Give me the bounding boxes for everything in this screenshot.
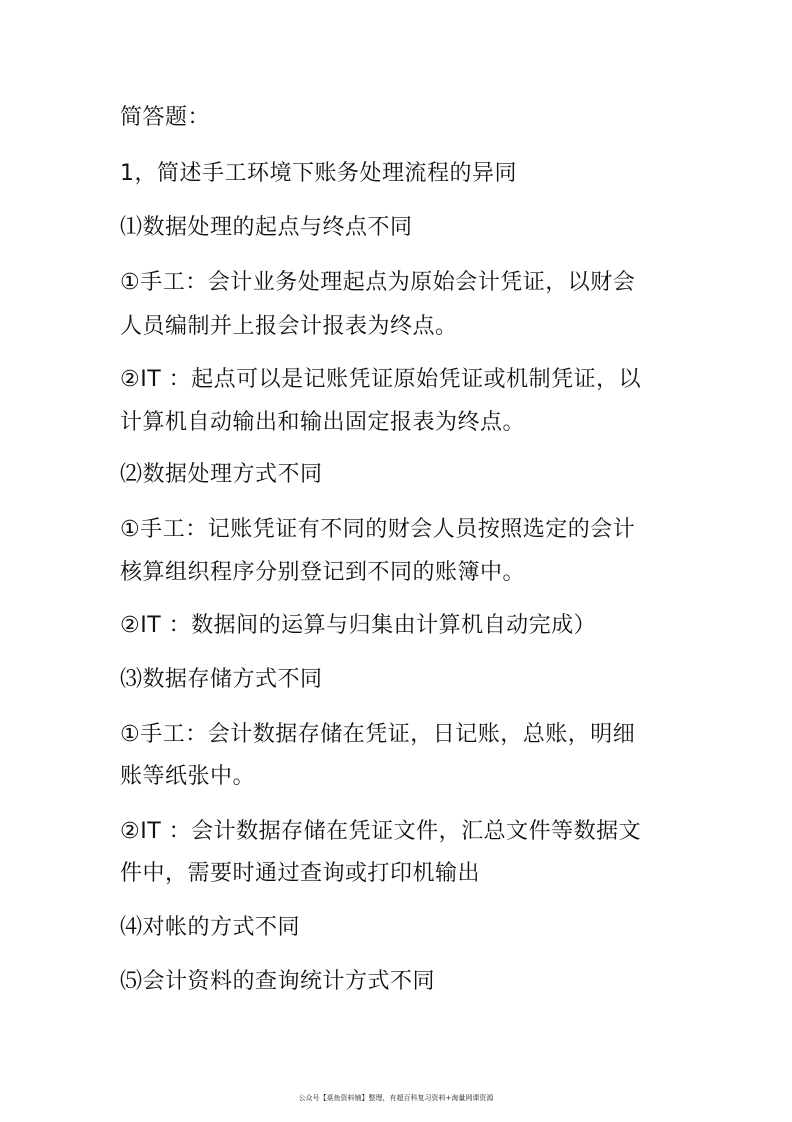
footer-note: 公众号【桌鱼资料铺】整理，有超百科复习资料+海量网课资源 <box>298 1094 494 1102</box>
section-1-manual-line-2: 人员编制并上报会计报表为终点。 <box>120 314 458 339</box>
section-1-title: ⑴数据处理的起点与终点不同 <box>120 215 413 240</box>
section-1-it-line-1: ②IT ：起点可以是记账凭证原始凭证或机制凭证，以 <box>120 367 642 392</box>
section-1-manual-line-1: ①手工：会计业务处理起点为原始会计凭证，以财会 <box>120 270 636 295</box>
heading: 简答题： <box>120 105 211 130</box>
section-2-manual-line-1: ①手工：记账凭证有不同的财会人员按照选定的会计 <box>120 517 636 542</box>
section-2-title: ⑵数据处理方式不同 <box>120 462 323 487</box>
section-5-title: ⑸会计资料的查询统计方式不同 <box>120 969 436 994</box>
section-2-it-line-1: ②IT ：数据间的运算与归集由计算机自动完成） <box>120 613 597 638</box>
section-4-title: ⑷对帐的方式不同 <box>120 915 301 940</box>
section-3-manual-line-2: 账等纸张中。 <box>120 764 256 789</box>
section-3-it-line-2: 件中，需要时通过查询或打印机输出 <box>120 861 481 886</box>
section-2-manual-line-2: 核算组织程序分别登记到不同的账簿中。 <box>120 560 526 585</box>
section-3-it-line-1: ②IT ：会计数据存储在凭证文件，汇总文件等数据文 <box>120 819 642 844</box>
question-title: 1，简述手工环境下账务处理流程的异同 <box>120 161 517 186</box>
section-3-title: ⑶数据存储方式不同 <box>120 667 323 692</box>
section-3-manual-line-1: ①手工：会计数据存储在凭证，日记账，总账，明细 <box>120 722 636 747</box>
section-1-it-line-2: 计算机自动输出和输出固定报表为终点。 <box>120 410 526 435</box>
